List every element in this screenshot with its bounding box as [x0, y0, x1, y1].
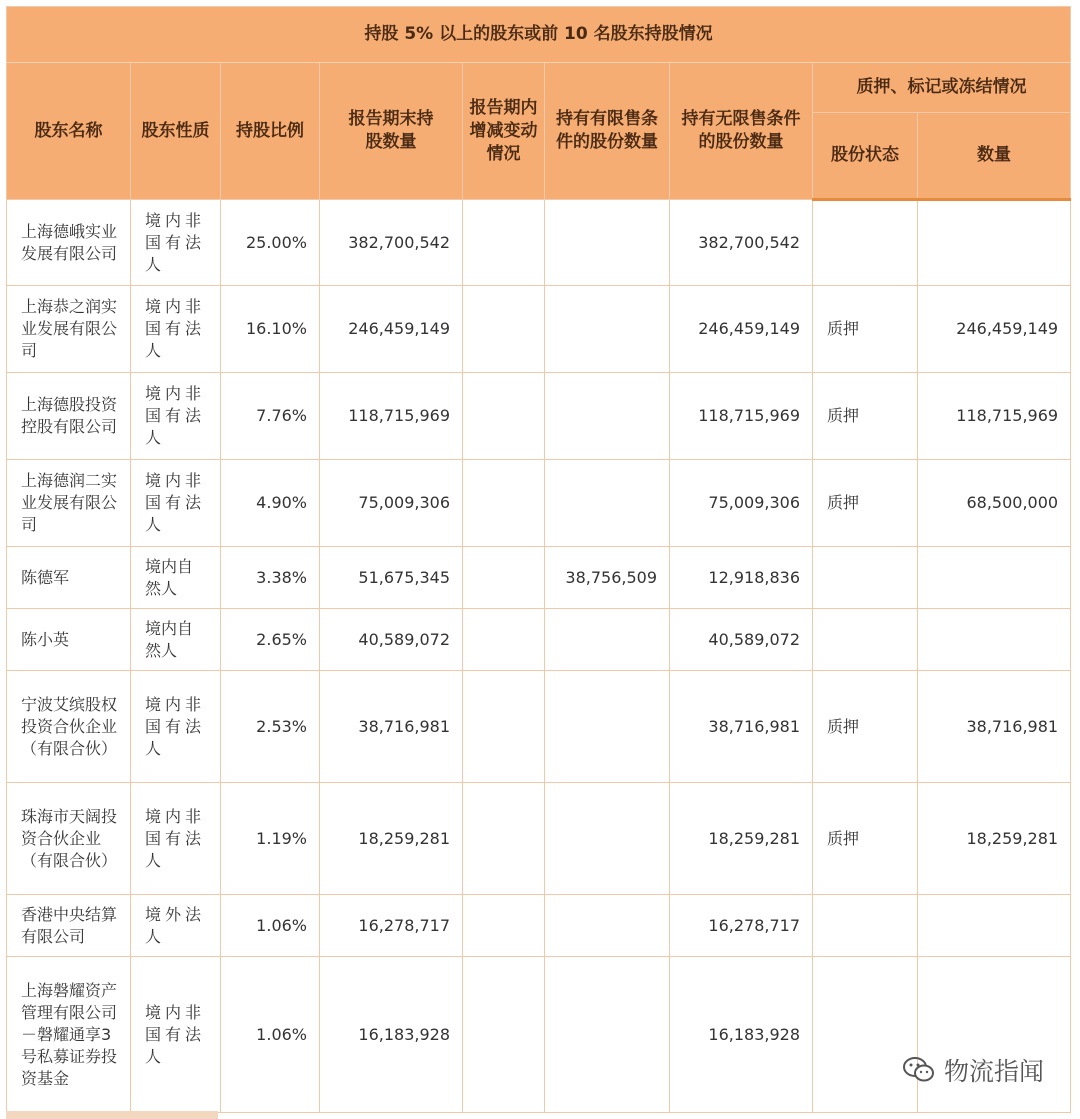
period-change [463, 895, 545, 957]
holding-ratio: 25.00% [221, 200, 320, 286]
restricted-shares [545, 286, 670, 373]
header-pledge-state: 股份状态 [813, 113, 918, 200]
restricted-shares: 38,756,509 [545, 547, 670, 609]
period-change [463, 783, 545, 895]
pledge-state [813, 609, 918, 671]
shareholder-nature: 境内自然人 [131, 547, 221, 609]
pledge-state: 质押 [813, 373, 918, 460]
holding-ratio: 2.53% [221, 671, 320, 783]
header-pledge-group: 质押、标记或冻结情况 [813, 63, 1071, 113]
watermark [902, 1052, 1044, 1088]
table-row [7, 895, 1071, 957]
pledge-quantity: 68,500,000 [918, 460, 1071, 547]
period-end-shares: 16,183,928 [320, 957, 463, 1113]
unrestricted-shares: 16,278,717 [670, 895, 813, 957]
unrestricted-shares: 12,918,836 [670, 547, 813, 609]
unrestricted-shares: 75,009,306 [670, 460, 813, 547]
shareholder-nature: 境内非国有法人 [131, 286, 221, 373]
shareholder-nature: 境内非国有法人 [131, 783, 221, 895]
period-change [463, 460, 545, 547]
period-change [463, 671, 545, 783]
pledge-quantity: 118,715,969 [918, 373, 1071, 460]
pledge-state: 质押 [813, 783, 918, 895]
table-row [7, 460, 1071, 547]
shareholder-nature: 境内自然人 [131, 609, 221, 671]
restricted-shares [545, 200, 670, 286]
shareholder-nature: 境内非国有法人 [131, 671, 221, 783]
watermark-text: 物流指闻 [943, 1057, 1044, 1086]
holding-ratio: 2.65% [221, 609, 320, 671]
pledge-state [813, 957, 918, 1113]
period-end-shares: 40,589,072 [320, 609, 463, 671]
table-row [7, 200, 1071, 286]
period-change [463, 373, 545, 460]
pledge-quantity: 38,716,981 [918, 671, 1071, 783]
table-row [7, 547, 1071, 609]
header-ratio: 持股比例 [221, 63, 320, 200]
shareholder-table [6, 6, 1071, 1113]
shareholder-nature: 境内非国有法人 [131, 957, 221, 1113]
header-name: 股东名称 [7, 63, 131, 200]
restricted-shares [545, 460, 670, 547]
holding-ratio: 3.38% [221, 547, 320, 609]
period-end-shares: 382,700,542 [320, 200, 463, 286]
pledge-quantity [918, 200, 1071, 286]
period-end-shares: 38,716,981 [320, 671, 463, 783]
shareholder-name: 上海恭之润实业发展有限公司 [7, 286, 131, 373]
header-period-end-shares [320, 63, 463, 200]
period-change [463, 200, 545, 286]
shareholder-name: 宁波艾缤股权投资合伙企业（有限合伙） [7, 671, 131, 783]
period-change [463, 957, 545, 1113]
period-end-shares: 75,009,306 [320, 460, 463, 547]
period-change [463, 609, 545, 671]
restricted-shares [545, 783, 670, 895]
table-body [7, 200, 1071, 1113]
header-restricted [545, 63, 670, 200]
shareholder-name: 珠海市天阔投资合伙企业（有限合伙） [7, 783, 131, 895]
shareholder-nature: 境外法人 [131, 895, 221, 957]
holding-ratio: 7.76% [221, 373, 320, 460]
pledge-state [813, 200, 918, 286]
holding-ratio: 1.06% [221, 957, 320, 1113]
restricted-shares [545, 609, 670, 671]
shareholder-name: 上海德峨实业发展有限公司 [7, 200, 131, 286]
table-row [7, 957, 1071, 1113]
period-end-shares: 246,459,149 [320, 286, 463, 373]
table-row [7, 286, 1071, 373]
period-change [463, 286, 545, 373]
shareholder-name: 陈小英 [7, 609, 131, 671]
unrestricted-shares: 18,259,281 [670, 783, 813, 895]
period-end-shares: 118,715,969 [320, 373, 463, 460]
shareholder-name: 陈德军 [7, 547, 131, 609]
table-row [7, 373, 1071, 460]
header-change [463, 63, 545, 200]
header-nature: 股东性质 [131, 63, 221, 200]
holding-ratio: 16.10% [221, 286, 320, 373]
unrestricted-shares: 382,700,542 [670, 200, 813, 286]
shareholder-name: 香港中央结算有限公司 [7, 895, 131, 957]
pledge-state: 质押 [813, 460, 918, 547]
unrestricted-shares: 118,715,969 [670, 373, 813, 460]
period-change [463, 547, 545, 609]
header-unrestricted [670, 63, 813, 200]
restricted-shares [545, 895, 670, 957]
holding-ratio: 1.06% [221, 895, 320, 957]
unrestricted-shares: 246,459,149 [670, 286, 813, 373]
pledge-quantity: 246,459,149 [918, 286, 1071, 373]
header-unrestricted-text: 持有无限售条件的股份数量 [681, 109, 801, 152]
pledge-quantity: 18,259,281 [918, 783, 1071, 895]
pledge-quantity [918, 547, 1071, 609]
shareholder-nature: 境内非国有法人 [131, 373, 221, 460]
holding-ratio: 4.90% [221, 460, 320, 547]
table-row [7, 671, 1071, 783]
next-row-edge [6, 1111, 218, 1119]
shareholder-name: 上海磐耀资产管理有限公司－磐耀通享3号私募证券投资基金 [7, 957, 131, 1113]
header-pledge-qty: 数量 [918, 113, 1071, 200]
pledge-quantity [918, 609, 1071, 671]
shareholder-name: 上海德润二实业发展有限公司 [7, 460, 131, 547]
shareholder-nature: 境内非国有法人 [131, 460, 221, 547]
header-change-text: 报告期内增减变动情况 [469, 97, 538, 164]
shareholder-nature: 境内非国有法人 [131, 200, 221, 286]
table-row [7, 783, 1071, 895]
pledge-quantity [918, 957, 1071, 1113]
wechat-icon [902, 1055, 936, 1085]
pledge-state [813, 895, 918, 957]
period-end-shares: 18,259,281 [320, 783, 463, 895]
unrestricted-shares: 38,716,981 [670, 671, 813, 783]
period-end-shares: 51,675,345 [320, 547, 463, 609]
pledge-state [813, 547, 918, 609]
period-end-shares: 16,278,717 [320, 895, 463, 957]
table-title: 持股 5% 以上的股东或前 10 名股东持股情况 [7, 7, 1071, 63]
holding-ratio: 1.19% [221, 783, 320, 895]
unrestricted-shares: 40,589,072 [670, 609, 813, 671]
restricted-shares [545, 373, 670, 460]
table-row [7, 609, 1071, 671]
restricted-shares [545, 671, 670, 783]
shareholder-name: 上海德股投资控股有限公司 [7, 373, 131, 460]
header-period-end-shares-text: 报告期末持股数量 [348, 109, 434, 152]
restricted-shares [545, 957, 670, 1113]
header-restricted-text: 持有有限售条件的股份数量 [556, 109, 658, 152]
pledge-state: 质押 [813, 671, 918, 783]
unrestricted-shares: 16,183,928 [670, 957, 813, 1113]
pledge-quantity [918, 895, 1071, 957]
pledge-state: 质押 [813, 286, 918, 373]
